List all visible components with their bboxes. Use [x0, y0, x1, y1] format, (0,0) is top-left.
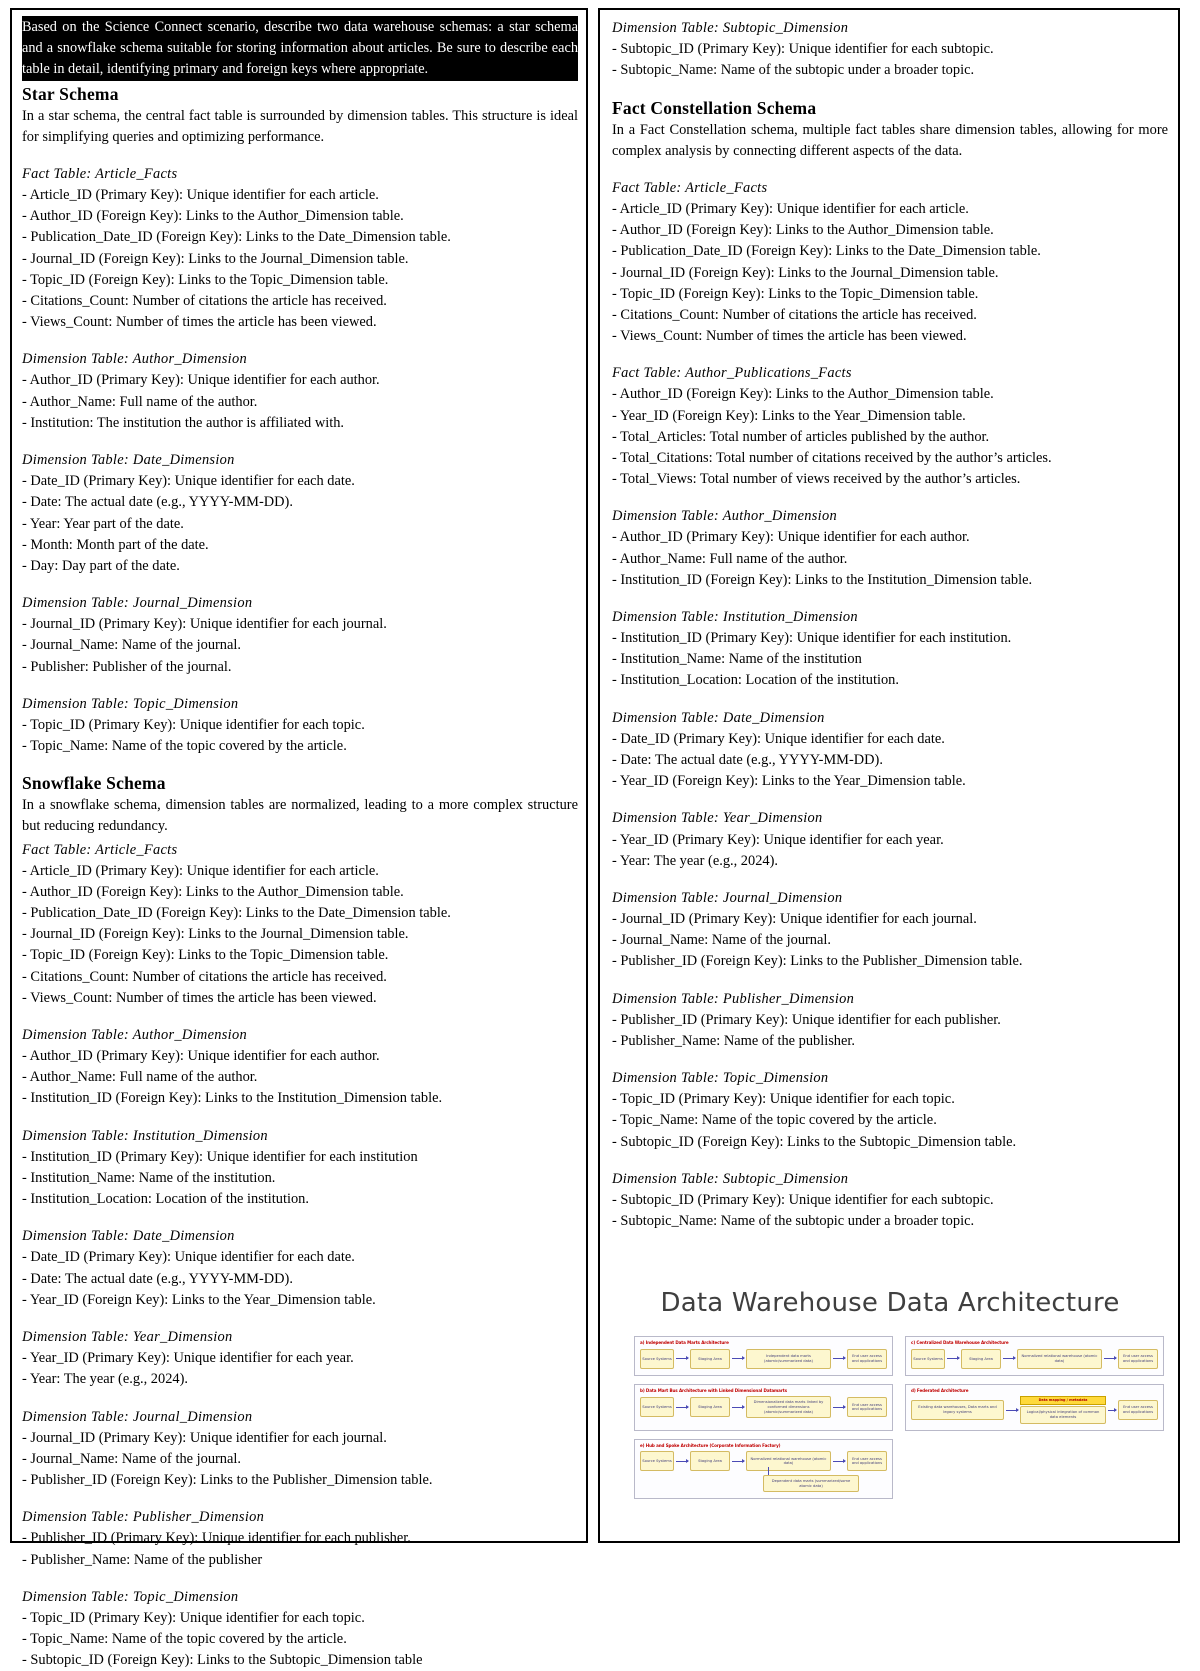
schema-table-field: - Author_ID (Foreign Key): Links to the Author_Dimension table. — [612, 222, 994, 239]
schema-table-field: - Publication_Date_ID (Foreign Key): Links to the Date_Dimension table. — [22, 229, 451, 246]
schema-table-block — [612, 607, 1168, 692]
schema-table-field: - Subtopic_ID (Primary Key): Unique identifier for each subtopic. — [612, 41, 994, 58]
flow-arrow-icon — [833, 1358, 845, 1359]
schema-table-heading: Dimension Table: Institution_Dimension — [612, 608, 858, 625]
schema-table-field: - Topic_Name: Name of the topic covered by the article. — [22, 1631, 347, 1648]
schema-table-heading: Dimension Table: Date_Dimension — [22, 451, 235, 468]
schema-table-field: - Journal_ID (Primary Key): Unique identifier for each journal. — [612, 911, 977, 928]
diagram-panel-centralized-data-warehouse — [905, 1336, 1164, 1376]
schema-table-field: - Year: The year (e.g., 2024). — [612, 852, 778, 869]
schema-table-field: - Subtopic_Name: Name of the subtopic under a broader topic. — [612, 1213, 975, 1230]
schema-table-field: - Journal_Name: Name of the journal. — [22, 637, 241, 654]
dependent-mart-row — [640, 1475, 887, 1492]
schema-table-field: - Journal_ID (Foreign Key): Links to the Journal_Dimension table. — [22, 926, 409, 943]
schema-table-heading: Dimension Table: Author_Dimension — [612, 508, 837, 525]
schema-table-heading: Dimension Table: Topic_Dimension — [22, 695, 239, 712]
schema-table-field: - Author_ID (Primary Key): Unique identifier for each author. — [612, 529, 970, 546]
flow-node: End user access and applications — [1118, 1349, 1158, 1369]
flow-node: End user access and applications — [847, 1397, 887, 1417]
schema-table-field: - Views_Count: Number of times the article has been viewed. — [612, 328, 967, 345]
schema-table-heading: Dimension Table: Author_Dimension — [22, 1026, 247, 1043]
schema-table-field: - Subtopic_ID (Foreign Key): Links to the Subtopic_Dimension table. — [612, 1133, 1017, 1150]
schema-table-field: - Publisher_ID (Primary Key): Unique identifier for each publisher. — [612, 1011, 1001, 1028]
schema-table-field: - Date: The actual date (e.g., YYYY-MM-DD). — [22, 494, 293, 511]
schema-table-field: - Total_Articles: Total number of articles published by the author. — [612, 428, 990, 445]
flow-node: End user access and applications — [847, 1451, 887, 1471]
schema-table-heading: Dimension Table: Institution_Dimension — [22, 1127, 268, 1144]
right-column-body — [612, 18, 1168, 1499]
schema-table-field: - Institution_ID (Foreign Key): Links to the Institution_Dimension table. — [22, 1090, 443, 1107]
metadata-banner: Data mapping / metadata — [1020, 1396, 1106, 1405]
schema-table-block — [22, 593, 578, 678]
schema-table-block — [612, 1169, 1168, 1233]
schema-table-field: - Article_ID (Primary Key): Unique identifier for each article. — [612, 201, 969, 218]
schema-table-heading: Dimension Table: Journal_Dimension — [22, 1408, 253, 1425]
schema-table-heading: Dimension Table: Topic_Dimension — [22, 1588, 239, 1605]
schema-table-field: - Date_ID (Primary Key): Unique identifier for each date. — [22, 1249, 355, 1266]
schema-table-block — [22, 840, 578, 1009]
snowflake-schema-heading: Snowflake Schema — [22, 773, 166, 794]
schema-table-block — [22, 1226, 578, 1311]
schema-table-block — [612, 708, 1168, 793]
flow-node: Normalized relational warehouse (atomic data) — [746, 1451, 831, 1471]
flow-node: End user access and applications — [847, 1349, 887, 1369]
schema-table-block — [22, 1407, 578, 1492]
schema-table-block — [612, 18, 1168, 82]
diagram-panel-independent-data-marts — [634, 1336, 893, 1376]
architecture-diagram-grid — [612, 1336, 1168, 1499]
flow-arrow-icon — [732, 1407, 744, 1408]
schema-table-block — [22, 1507, 578, 1571]
flow-node: Staging Area — [961, 1349, 1001, 1369]
schema-table-field: - Institution_Location: Location of the institution. — [612, 672, 899, 689]
schema-table-field: - Institution_Location: Location of the institution. — [22, 1191, 309, 1208]
star-schema-table-list — [22, 164, 578, 757]
schema-table-block — [612, 989, 1168, 1053]
schema-table-field: - Year: The year (e.g., 2024). — [22, 1371, 188, 1388]
schema-table-field: - Month: Month part of the date. — [22, 536, 209, 553]
schema-table-field: - Citations_Count: Number of citations the article has received. — [22, 968, 387, 985]
schema-table-field: - Publisher_Name: Name of the publisher — [22, 1551, 263, 1568]
schema-table-field: - Topic_ID (Foreign Key): Links to the Topic_Dimension table. — [22, 271, 389, 288]
flow-arrow-icon — [676, 1358, 688, 1359]
schema-table-field: - Publisher_ID (Foreign Key): Links to the Publisher_Dimension table. — [22, 1472, 433, 1489]
panel-title: d) Federated Architecture — [911, 1387, 969, 1393]
schema-table-block — [22, 1327, 578, 1391]
schema-table-field: - Topic_ID (Primary Key): Unique identifier for each topic. — [22, 716, 365, 733]
schema-table-heading: Dimension Table: Publisher_Dimension — [612, 990, 855, 1007]
schema-table-field: - Institution_ID (Primary Key): Unique identifier for each institution — [22, 1148, 418, 1165]
schema-table-field: - Citations_Count: Number of citations the article has received. — [22, 292, 387, 309]
schema-table-field: - Topic_ID (Primary Key): Unique identifier for each topic. — [612, 1091, 955, 1108]
diagram-panel-data-mart-bus — [634, 1384, 893, 1431]
schema-table-field: - Journal_ID (Primary Key): Unique identifier for each journal. — [22, 616, 387, 633]
schema-table-field: - Institution_Name: Name of the institution. — [22, 1169, 276, 1186]
star-schema-intro: In a star schema, the central fact table is surrounded by dimension tables. This structure is ideal for simplifying queries and optimizing performance. — [22, 107, 578, 145]
schema-table-block — [22, 349, 578, 434]
schema-table-field: - Publisher_ID (Primary Key): Unique identifier for each publisher. — [22, 1530, 411, 1547]
schema-table-block — [612, 363, 1168, 490]
schema-table-field: - Citations_Count: Number of citations the article has received. — [612, 306, 977, 323]
flow-row — [640, 1396, 887, 1418]
schema-table-heading: Fact Table: Author_Publications_Facts — [612, 365, 852, 382]
schema-table-field: - Subtopic_ID (Foreign Key): Links to the Subtopic_Dimension table — [22, 1652, 423, 1669]
flow-node: Independent data marts (atomic/summarized data) — [746, 1349, 831, 1369]
flow-node: Staging Area — [690, 1349, 730, 1369]
schema-table-field: - Publication_Date_ID (Foreign Key): Links to the Date_Dimension table. — [22, 905, 451, 922]
schema-table-field: - Journal_ID (Foreign Key): Links to the Journal_Dimension table. — [22, 250, 409, 267]
flow-node: Existing data warehouses, Data marts and legacy systems — [911, 1400, 1004, 1420]
schema-table-field: - Author_ID (Primary Key): Unique identifier for each author. — [22, 1048, 380, 1065]
snowflake-continued-table-list — [612, 18, 1168, 82]
flow-node: Source Systems — [911, 1349, 945, 1369]
schema-table-field: - Author_Name: Full name of the author. — [22, 1069, 258, 1086]
diagram-panel-federated — [905, 1384, 1164, 1431]
schema-table-field: - Author_ID (Foreign Key): Links to the Author_Dimension table. — [612, 386, 994, 403]
schema-table-block — [22, 450, 578, 577]
flow-node: Dependent data marts (summarized/some atomic data) — [763, 1475, 859, 1492]
schema-table-field: - Topic_ID (Primary Key): Unique identifier for each topic. — [22, 1609, 365, 1626]
schema-table-field: - Topic_ID (Foreign Key): Links to the Topic_Dimension table. — [612, 285, 979, 302]
snowflake-schema-intro: In a snowflake schema, dimension tables are normalized, leading to a more complex structure but reducing redundancy. — [22, 797, 578, 835]
flow-arrow-icon — [732, 1461, 744, 1462]
schema-table-heading: Dimension Table: Year_Dimension — [22, 1329, 233, 1345]
schema-table-heading: Dimension Table: Topic_Dimension — [612, 1070, 829, 1087]
schema-table-heading: Dimension Table: Subtopic_Dimension — [612, 20, 849, 36]
schema-table-field: - Date_ID (Primary Key): Unique identifier for each date. — [22, 473, 355, 490]
schema-table-field: - Day: Day part of the date. — [22, 557, 180, 574]
column-left — [10, 8, 588, 1669]
flow-node: Logical/physical integration of common data elements — [1020, 1406, 1106, 1423]
schema-table-heading: Dimension Table: Author_Dimension — [22, 351, 247, 368]
schema-table-block — [22, 1025, 578, 1110]
schema-table-block — [22, 694, 578, 758]
schema-table-field: - Author_ID (Foreign Key): Links to the Author_Dimension table. — [22, 208, 404, 225]
flow-node: Normalized relational warehouse (atomic data) — [1017, 1349, 1102, 1369]
flow-row — [640, 1451, 887, 1471]
schema-table-block — [612, 888, 1168, 973]
flow-node: End user access and applications — [1118, 1400, 1158, 1420]
flow-arrow-icon — [1108, 1410, 1116, 1411]
panel-title: e) Hub and Spoke Architecture (Corporate Information Factory) — [640, 1442, 781, 1448]
panel-title: b) Data Mart Bus Architecture with Linked Dimensional Datamarts — [640, 1387, 787, 1393]
flow-node: Source Systems — [640, 1349, 674, 1369]
diagram-panel-hub-and-spoke — [634, 1439, 893, 1500]
schema-table-field: - Year_ID (Foreign Key): Links to the Year_Dimension table. — [612, 407, 966, 424]
constellation-schema-heading: Fact Constellation Schema — [612, 97, 817, 118]
schema-table-field: - Journal_ID (Foreign Key): Links to the Journal_Dimension table. — [612, 264, 999, 281]
schema-table-field: - Date_ID (Primary Key): Unique identifier for each date. — [612, 730, 945, 747]
schema-table-field: - Year_ID (Foreign Key): Links to the Year_Dimension table. — [612, 773, 966, 790]
schema-table-field: - Institution_ID (Foreign Key): Links to the Institution_Dimension table. — [612, 571, 1033, 588]
schema-table-field: - Institution_ID (Primary Key): Unique identifier for each institution. — [612, 630, 1012, 647]
left-column-body — [22, 16, 578, 1671]
schema-table-field: - Views_Count: Number of times the article has been viewed. — [22, 314, 377, 331]
schema-table-field: - Author_ID (Foreign Key): Links to the Author_Dimension table. — [22, 883, 404, 900]
schema-table-field: - Journal_ID (Primary Key): Unique identifier for each journal. — [22, 1429, 387, 1446]
schema-table-field: - Author_Name: Full name of the author. — [612, 550, 848, 567]
flow-row — [911, 1396, 1158, 1423]
schema-table-heading: Dimension Table: Date_Dimension — [22, 1228, 235, 1245]
schema-table-heading: Fact Table: Article_Facts — [22, 841, 178, 858]
snowflake-schema-table-list — [22, 840, 578, 1671]
flow-arrow-icon — [1003, 1358, 1015, 1359]
schema-table-field: - Topic_Name: Name of the topic covered by the article. — [612, 1112, 937, 1129]
flow-node: Staging Area — [690, 1397, 730, 1417]
schema-table-field: - Total_Views: Total number of views received by the author’s articles. — [612, 471, 1021, 488]
schema-table-field: - Views_Count: Number of times the article has been viewed. — [22, 989, 377, 1006]
schema-table-field: - Publisher_ID (Foreign Key): Links to the Publisher_Dimension table. — [612, 953, 1023, 970]
panel-title: a) Independent Data Marts Architecture — [640, 1340, 729, 1346]
prompt-highlight-block: Based on the Science Connect scenario, describe two data warehouse schemas: a star schema and a snowflake schema suitable for storing information about articles. Be sure to describe each table in detail, identifying primary and foreign keys where appropriate. — [22, 16, 578, 81]
panel-title: c) Centralized Data Warehouse Architecture — [911, 1340, 1009, 1346]
schema-table-field: - Year: Year part of the date. — [22, 515, 184, 532]
schema-table-field: - Article_ID (Primary Key): Unique identifier for each article. — [22, 862, 379, 879]
schema-table-field: - Date: The actual date (e.g., YYYY-MM-DD). — [22, 1270, 293, 1287]
schema-table-heading: Dimension Table: Subtopic_Dimension — [612, 1170, 849, 1187]
integration-node-wrap — [1020, 1396, 1106, 1423]
flow-arrow-icon — [1104, 1358, 1116, 1359]
flow-arrow-icon — [947, 1358, 959, 1359]
schema-table-block — [612, 506, 1168, 591]
figure-container — [612, 1284, 1168, 1499]
flow-arrow-icon — [1006, 1410, 1018, 1411]
schema-table-block — [612, 178, 1168, 347]
flow-node: Source Systems — [640, 1397, 674, 1417]
schema-table-field: - Journal_Name: Name of the journal. — [22, 1450, 241, 1467]
schema-table-heading: Dimension Table: Publisher_Dimension — [22, 1509, 265, 1526]
schema-table-block — [612, 1068, 1168, 1153]
schema-table-block — [612, 808, 1168, 872]
schema-table-field: - Publisher_Name: Name of the publisher. — [612, 1032, 855, 1049]
schema-table-field: - Topic_ID (Foreign Key): Links to the Topic_Dimension table. — [22, 947, 389, 964]
schema-table-heading: Dimension Table: Journal_Dimension — [22, 595, 253, 612]
schema-table-field: - Article_ID (Primary Key): Unique identifier for each article. — [22, 187, 379, 204]
schema-table-field: - Year_ID (Primary Key): Unique identifier for each year. — [22, 1350, 354, 1367]
schema-table-field: - Year_ID (Foreign Key): Links to the Year_Dimension table. — [22, 1291, 376, 1308]
schema-table-field: - Total_Citations: Total number of citations received by the author’s articles. — [612, 449, 1052, 466]
schema-table-heading: Fact Table: Article_Facts — [22, 165, 178, 182]
flow-node: Dimensionalized data marts linked by conformed dimensions (atomic/summarized data) — [746, 1396, 831, 1418]
flow-arrow-icon — [833, 1461, 845, 1462]
schema-table-heading: Fact Table: Article_Facts — [612, 179, 768, 196]
flow-node: Staging Area — [690, 1451, 730, 1471]
schema-table-field: - Subtopic_Name: Name of the subtopic under a broader topic. — [612, 62, 975, 79]
flow-arrow-icon — [676, 1461, 688, 1462]
schema-table-field: - Publication_Date_ID (Foreign Key): Links to the Date_Dimension table. — [612, 243, 1041, 260]
schema-table-field: - Topic_Name: Name of the topic covered by the article. — [22, 738, 347, 755]
schema-table-field: - Subtopic_ID (Primary Key): Unique identifier for each subtopic. — [612, 1191, 994, 1208]
schema-table-field: - Year_ID (Primary Key): Unique identifier for each year. — [612, 831, 944, 848]
schema-table-field: - Author_ID (Primary Key): Unique identifier for each author. — [22, 372, 380, 389]
flow-arrow-icon — [676, 1407, 688, 1408]
schema-table-field: - Institution_Name: Name of the institution — [612, 651, 862, 668]
flow-arrow-icon — [833, 1407, 845, 1408]
schema-table-block — [22, 1126, 578, 1211]
schema-table-field: - Publisher: Publisher of the journal. — [22, 658, 232, 675]
flow-arrow-icon — [732, 1358, 744, 1359]
flow-node: Source Systems — [640, 1451, 674, 1471]
schema-table-field: - Author_Name: Full name of the author. — [22, 393, 258, 410]
flow-row — [640, 1349, 887, 1369]
schema-table-block — [22, 1587, 578, 1671]
column-right — [598, 8, 1180, 1543]
star-schema-heading: Star Schema — [22, 83, 119, 104]
schema-table-heading: Dimension Table: Year_Dimension — [612, 810, 823, 827]
figure-title: Data Warehouse Data Architecture — [660, 1288, 1120, 1319]
schema-table-heading: Dimension Table: Journal_Dimension — [612, 889, 843, 906]
schema-table-field: - Journal_Name: Name of the journal. — [612, 932, 831, 949]
schema-table-block — [22, 164, 578, 333]
schema-table-field: - Date: The actual date (e.g., YYYY-MM-DD). — [612, 751, 883, 768]
schema-table-field: - Institution: The institution the author is affiliated with. — [22, 414, 345, 431]
flow-row — [911, 1349, 1158, 1369]
constellation-schema-intro: In a Fact Constellation schema, multiple fact tables share dimension tables, allowing for more complex analysis by connecting different aspects of the data. — [612, 121, 1168, 159]
schema-table-heading: Dimension Table: Date_Dimension — [612, 709, 825, 726]
constellation-schema-table-list — [612, 178, 1168, 1232]
